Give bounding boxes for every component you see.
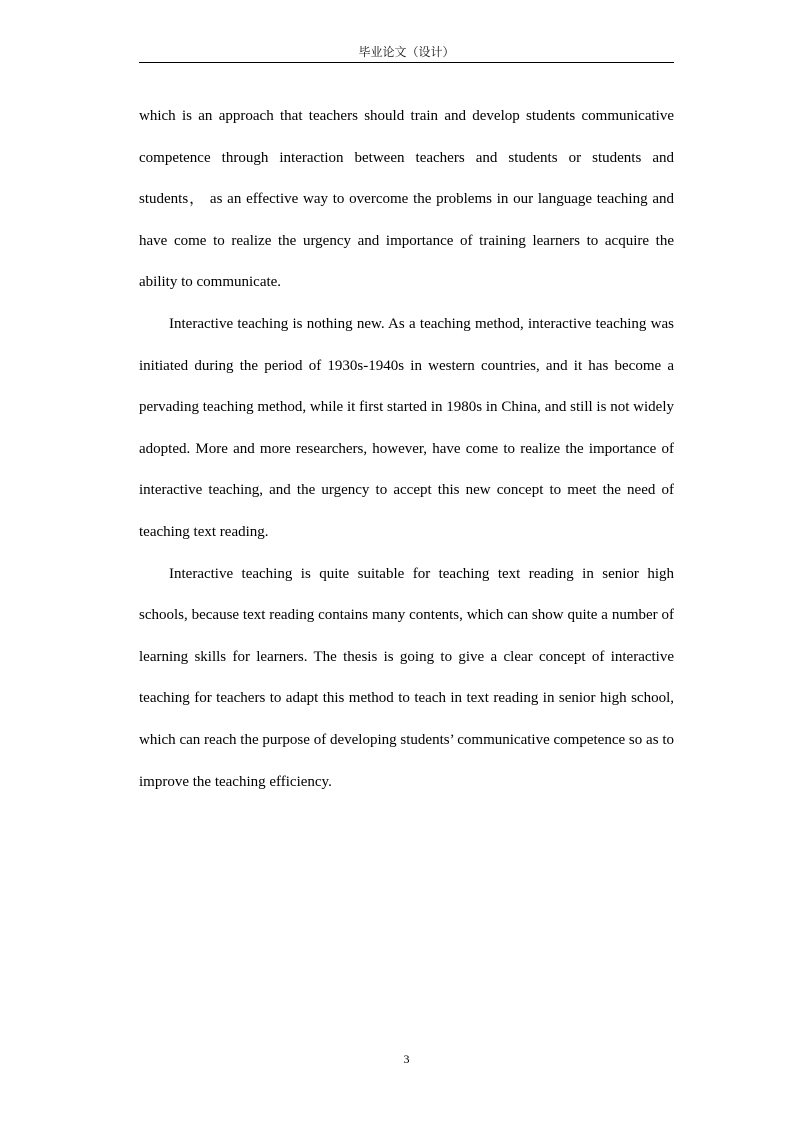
page-number: 3 [403, 1052, 410, 1066]
paragraph-continuation: which is an approach that teachers should train and develop students communicative competence through interaction between teachers and students or students and students， as an effective way to overcome the problems in our language teaching and have come to realize the urgency and importance of training learners to acquire the ability to communicate. [139, 108, 674, 291]
paragraph-interactive-teaching-suitability: Interactive teaching is quite suitable for teaching text reading in senior high schools, because text reading contains many contents, which can show quite a number of learning skills for learners. The thesis is going to give a clear concept of interactive teaching for teachers to adapt this method to teach in text reading in senior high school, which can reach the purpose of developing students’ communicative competence so as to improve the teaching efficiency. [139, 565, 674, 790]
page-header-title: 毕业论文（设计） [358, 45, 455, 59]
paragraph-interactive-teaching-history: Interactive teaching is nothing new. As a teaching method, interactive teaching was initiated during the period of 1930s-1940s in western countries, and it has become a pervading teaching method, while it first started in 1980s in China, and still is not widely adopted. More and more researchers, however, have come to realize the importance of interactive teaching, and the urgency to accept this new concept to meet the need of teaching text reading. [139, 315, 674, 540]
body-text [139, 96, 674, 803]
header-divider [139, 62, 674, 63]
